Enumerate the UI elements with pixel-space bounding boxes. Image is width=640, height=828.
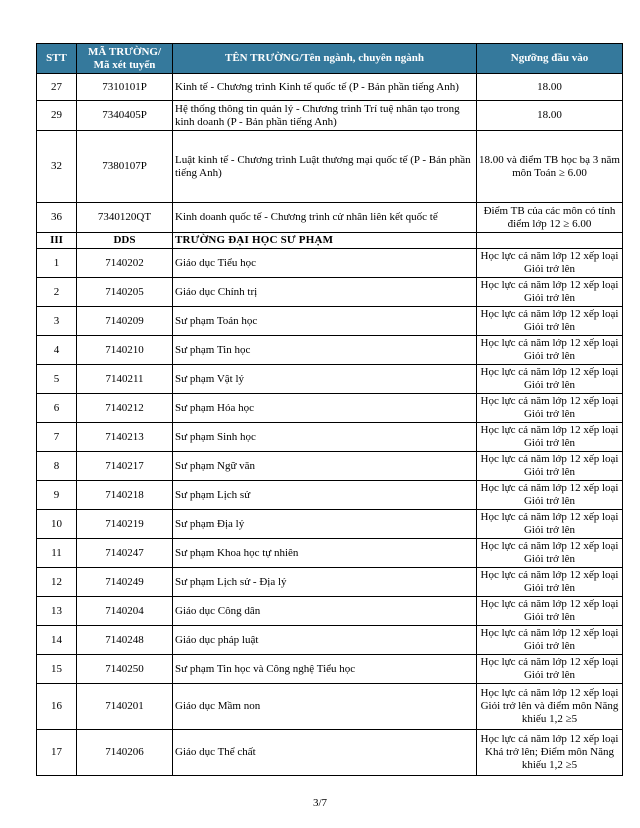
row-name: Luật kinh tế - Chương trình Luật thương mại quốc tế (P - Bán phần tiếng Anh)	[173, 131, 477, 203]
row-name: Sư phạm Lịch sử	[173, 481, 477, 510]
table-row	[37, 568, 623, 597]
row-score: Học lực cả năm lớp 12 xếp loại Giỏi trở lên	[477, 394, 623, 423]
row-code: 7140211	[77, 365, 173, 394]
school-rows	[37, 249, 623, 776]
row-score: Học lực cả năm lớp 12 xếp loại Giỏi trở lên	[477, 597, 623, 626]
row-stt: 1	[37, 249, 77, 278]
row-name: Giáo dục Tiểu học	[173, 249, 477, 278]
section-stt: III	[37, 233, 77, 249]
header-threshold: Ngưỡng đầu vào	[477, 44, 623, 74]
table-row	[37, 510, 623, 539]
row-code: 7140201	[77, 684, 173, 730]
row-stt: 11	[37, 539, 77, 568]
row-code: 7140202	[77, 249, 173, 278]
row-stt: 36	[37, 203, 77, 233]
row-name: Kinh doanh quốc tế - Chương trình cử nhân liên kết quốc tế	[173, 203, 477, 233]
section-code: DDS	[77, 233, 173, 249]
row-name: Giáo dục Công dân	[173, 597, 477, 626]
table-row	[37, 307, 623, 336]
row-score: Học lực cả năm lớp 12 xếp loại Giỏi trở lên	[477, 278, 623, 307]
row-score: 18.00	[477, 101, 623, 131]
row-name: Sư phạm Hóa học	[173, 394, 477, 423]
row-score: Học lực cả năm lớp 12 xếp loại Giỏi trở lên	[477, 452, 623, 481]
row-score: Học lực cả năm lớp 12 xếp loại Giỏi trở lên và điểm môn Năng khiếu 1,2 ≥5	[477, 684, 623, 730]
row-score: Học lực cả năm lớp 12 xếp loại Giỏi trở lên	[477, 510, 623, 539]
row-code: 7140247	[77, 539, 173, 568]
row-score: Học lực cả năm lớp 12 xếp loại Giỏi trở lên	[477, 423, 623, 452]
row-score: 18.00 và điểm TB học bạ 3 năm môn Toán ≥ 6.00	[477, 131, 623, 203]
row-score: Học lực cả năm lớp 12 xếp loại Giỏi trở lên	[477, 539, 623, 568]
table-row	[37, 365, 623, 394]
row-code: 7140249	[77, 568, 173, 597]
row-stt: 32	[37, 131, 77, 203]
admission-threshold-table	[36, 43, 623, 776]
row-stt: 14	[37, 626, 77, 655]
row-code: 7140250	[77, 655, 173, 684]
header-code-line1: MÃ TRƯỜNG/	[87, 45, 162, 58]
row-stt: 3	[37, 307, 77, 336]
row-stt: 15	[37, 655, 77, 684]
header-stt: STT	[37, 44, 77, 74]
row-score: 18.00	[477, 74, 623, 101]
row-stt: 7	[37, 423, 77, 452]
row-score: Học lực cả năm lớp 12 xếp loại Giỏi trở lên	[477, 626, 623, 655]
table-row	[37, 203, 623, 233]
table-row	[37, 684, 623, 730]
page-number: 3/7	[312, 797, 328, 809]
row-stt: 27	[37, 74, 77, 101]
row-code: 7140204	[77, 597, 173, 626]
table-row	[37, 539, 623, 568]
row-score: Học lực cả năm lớp 12 xếp loại Giỏi trở lên	[477, 249, 623, 278]
row-score: Điểm TB của các môn có tính điểm lớp 12 ≥ 6.00	[477, 203, 623, 233]
table-row	[37, 597, 623, 626]
row-code: 7140206	[77, 730, 173, 776]
row-score: Học lực cả năm lớp 12 xếp loại Giỏi trở lên	[477, 336, 623, 365]
row-score: Học lực cả năm lớp 12 xếp loại Giỏi trở lên	[477, 307, 623, 336]
header-code	[77, 44, 173, 74]
row-name: Sư phạm Lịch sử - Địa lý	[173, 568, 477, 597]
row-stt: 2	[37, 278, 77, 307]
row-code: 7380107P	[77, 131, 173, 203]
table-row	[37, 481, 623, 510]
table-header-row	[37, 44, 623, 74]
row-name: Sư phạm Vật lý	[173, 365, 477, 394]
section-row	[37, 233, 623, 249]
row-score: Học lực cả năm lớp 12 xếp loại Giỏi trở lên	[477, 568, 623, 597]
table-row	[37, 394, 623, 423]
row-name: Giáo dục Thể chất	[173, 730, 477, 776]
row-stt: 8	[37, 452, 77, 481]
table-row	[37, 336, 623, 365]
row-code: 7140218	[77, 481, 173, 510]
row-stt: 9	[37, 481, 77, 510]
row-stt: 6	[37, 394, 77, 423]
row-name: Hệ thống thông tin quản lý - Chương trình Trí tuệ nhân tạo trong kinh doanh (P - Bản phần tiếng Anh)	[173, 101, 477, 131]
row-name: Giáo dục pháp luật	[173, 626, 477, 655]
row-name: Sư phạm Toán học	[173, 307, 477, 336]
row-score: Học lực cả năm lớp 12 xếp loại Giỏi trở lên	[477, 655, 623, 684]
table-row	[37, 74, 623, 101]
row-name: Sư phạm Địa lý	[173, 510, 477, 539]
row-code: 7140205	[77, 278, 173, 307]
table-row	[37, 452, 623, 481]
row-name: Sư phạm Ngữ văn	[173, 452, 477, 481]
row-code: 7340120QT	[77, 203, 173, 233]
table-row	[37, 626, 623, 655]
row-stt: 12	[37, 568, 77, 597]
row-stt: 13	[37, 597, 77, 626]
row-name: Giáo dục Mầm non	[173, 684, 477, 730]
header-code-line2: Mã xét tuyển	[93, 58, 156, 71]
row-stt: 16	[37, 684, 77, 730]
row-code: 7140212	[77, 394, 173, 423]
table-row	[37, 423, 623, 452]
row-score: Học lực cả năm lớp 12 xếp loại Khá trở lên; Điểm môn Năng khiếu 1,2 ≥5	[477, 730, 623, 776]
row-stt: 4	[37, 336, 77, 365]
table-row	[37, 131, 623, 203]
row-code: 7340405P	[77, 101, 173, 131]
table-row	[37, 101, 623, 131]
row-score: Học lực cả năm lớp 12 xếp loại Giỏi trở lên	[477, 365, 623, 394]
row-score: Học lực cả năm lớp 12 xếp loại Giỏi trở lên	[477, 481, 623, 510]
row-code: 7140217	[77, 452, 173, 481]
section-empty-cell	[477, 233, 623, 249]
row-code: 7310101P	[77, 74, 173, 101]
row-stt: 5	[37, 365, 77, 394]
row-name: Sư phạm Tin học	[173, 336, 477, 365]
row-name: Sư phạm Tin học và Công nghệ Tiểu học	[173, 655, 477, 684]
row-name: Kinh tế - Chương trình Kinh tế quốc tế (P - Bản phần tiếng Anh)	[173, 74, 477, 101]
table-row	[37, 655, 623, 684]
row-name: Giáo dục Chính trị	[173, 278, 477, 307]
row-stt: 10	[37, 510, 77, 539]
row-stt: 17	[37, 730, 77, 776]
row-stt: 29	[37, 101, 77, 131]
header-name: TÊN TRƯỜNG/Tên ngành, chuyên ngành	[173, 44, 477, 74]
row-code: 7140210	[77, 336, 173, 365]
table-row	[37, 249, 623, 278]
table-row	[37, 278, 623, 307]
row-code: 7140248	[77, 626, 173, 655]
table-row	[37, 730, 623, 776]
row-name: Sư phạm Khoa học tự nhiên	[173, 539, 477, 568]
section-name: TRƯỜNG ĐẠI HỌC SƯ PHẠM	[173, 233, 477, 249]
row-code: 7140213	[77, 423, 173, 452]
row-code: 7140219	[77, 510, 173, 539]
row-code: 7140209	[77, 307, 173, 336]
row-name: Sư phạm Sinh học	[173, 423, 477, 452]
